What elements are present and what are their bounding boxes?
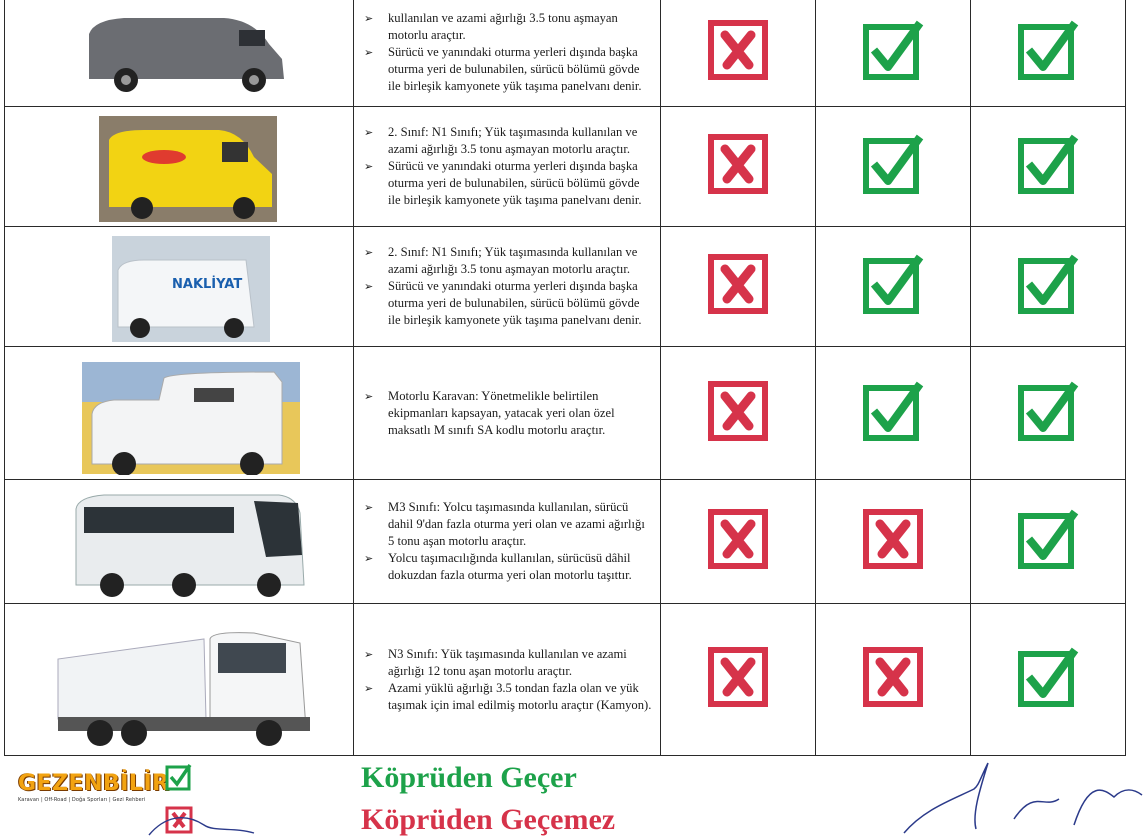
vehicle-description-cell [354, 604, 661, 756]
bridge-status-cell [661, 0, 816, 107]
motor-caravan-image [14, 352, 344, 475]
table-body [5, 0, 1126, 756]
yellow-panel-van-image [14, 112, 344, 222]
legend-pass-label: Köprüden Geçer [361, 761, 577, 794]
vehicle-row [5, 0, 1126, 107]
fail-cross-icon [707, 133, 769, 195]
vehicle-row [5, 107, 1126, 227]
vehicle-description-cell [354, 347, 661, 480]
pass-check-icon [1017, 253, 1079, 315]
vehicle-row [5, 604, 1126, 756]
bridge-status-cell [971, 347, 1126, 480]
vehicle-row [5, 347, 1126, 480]
bridge-status-cell [661, 227, 816, 347]
fail-cross-icon [707, 380, 769, 442]
pass-check-icon [862, 133, 924, 195]
description-item: ➢ Motorlu Karavan: Yönetmelikle belirtilen ekipmanları kapsayan, yatacak yeri olan özel maksatlı M sınıfı SA kodlu motorlu araçtır. [360, 388, 654, 439]
coach-bus-image [14, 485, 344, 599]
white-nakliyat-van-image [14, 232, 344, 342]
vehicle-image-cell [5, 347, 354, 480]
pass-check-icon [862, 380, 924, 442]
description-item: ➢ 2. Sınıf: N1 Sınıfı; Yük taşımasında kullanılan ve azami ağırlığı 3.5 tonu aşmayan motorlu araçtır. [360, 244, 654, 278]
bridge-status-cell [816, 604, 971, 756]
legend-fail-label: Köprüden Geçemez [361, 803, 616, 836]
pass-check-icon [1017, 380, 1079, 442]
description-item: ➢ N3 Sınıfı: Yük taşımasında kullanılan ve azami ağırlığı 12 tonu aşan motorlu araçtır. [360, 646, 654, 680]
brand-tagline: Karavan | Off-Road | Doğa Sporları | Gezi Rehberi [18, 797, 146, 803]
bridge-status-cell [661, 107, 816, 227]
footer-divider [4, 755, 1124, 756]
bridge-status-cell [816, 480, 971, 604]
pass-check-icon [1017, 19, 1079, 81]
bridge-status-cell [661, 604, 816, 756]
pass-check-icon [1017, 508, 1079, 570]
vehicle-description-cell [354, 480, 661, 604]
pass-check-icon [1017, 133, 1079, 195]
bridge-status-cell [971, 480, 1126, 604]
fail-cross-icon [707, 253, 769, 315]
bridge-status-cell [971, 227, 1126, 347]
bridge-status-cell [816, 347, 971, 480]
bridge-status-cell [971, 604, 1126, 756]
fail-cross-icon [707, 508, 769, 570]
description-list [360, 388, 654, 439]
pass-check-icon [862, 19, 924, 81]
fail-cross-icon [707, 646, 769, 708]
bridge-status-cell [971, 107, 1126, 227]
description-list [360, 646, 654, 714]
bridge-status-cell [816, 227, 971, 347]
description-item: ➢ Azami yüklü ağırlığı 3.5 tondan fazla olan ve yük taşımak için imal edilmiş motorlu araçtır (Kamyon). [360, 680, 654, 714]
description-item: ➢ kullanılan ve azami ağırlığı 3.5 tonu aşmayan motorlu araçtır. [360, 10, 654, 44]
bridge-status-cell [661, 347, 816, 480]
vehicle-description-cell [354, 107, 661, 227]
bridge-status-cell [816, 0, 971, 107]
bridge-status-cell [971, 0, 1126, 107]
pass-check-icon [1017, 646, 1079, 708]
description-item: ➢ Sürücü ve yanındaki oturma yerleri dışında başka oturma yeri de bulunabilen, sürücü bölümü gövde ile birleşik kamyonete yük taşıma panelvanı denir. [360, 44, 654, 95]
pass-check-icon [862, 253, 924, 315]
vehicle-description-cell [354, 227, 661, 347]
gray-panel-van-image [14, 4, 344, 102]
fail-cross-icon [707, 19, 769, 81]
vehicle-row [5, 480, 1126, 604]
dump-truck-image [14, 609, 344, 751]
fail-cross-icon [862, 508, 924, 570]
vehicle-image-cell [5, 604, 354, 756]
description-item: ➢ Sürücü ve yanındaki oturma yerleri dışında başka oturma yeri de bulunabilen, sürücü bölümü gövde ile birleşik kamyonete yük taşıma panelvanı denir. [360, 278, 654, 329]
description-list [360, 244, 654, 329]
description-list [360, 10, 654, 95]
description-list [360, 124, 654, 209]
vehicle-description-cell [354, 0, 661, 107]
bridge-status-cell [816, 107, 971, 227]
signature-right [884, 759, 1144, 835]
vehicle-row [5, 227, 1126, 347]
svg-text:NAKLİYAT: NAKLİYAT [172, 276, 243, 292]
description-item: ➢ M3 Sınıfı: Yolcu taşımasında kullanılan, sürücü dahil 9'dan fazla oturma yeri olan ve azami ağırlığı 5 tonu aşan motorlu araçtır. [360, 499, 654, 550]
vehicle-image-cell [5, 227, 354, 347]
vehicle-image-cell [5, 480, 354, 604]
description-item: ➢ 2. Sınıf: N1 Sınıfı; Yük taşımasında kullanılan ve azami ağırlığı 3.5 tonu aşmayan motorlu araçtır. [360, 124, 654, 158]
legend-footer [4, 755, 1124, 835]
description-list [360, 499, 654, 584]
bridge-status-cell [661, 480, 816, 604]
brand-name: GEZENBİLİR [18, 771, 170, 796]
fail-cross-icon [862, 646, 924, 708]
vehicle-bridge-table [4, 0, 1126, 756]
vehicle-image-cell [5, 0, 354, 107]
description-item: ➢ Sürücü ve yanındaki oturma yerleri dışında başka oturma yeri de bulunabilen, sürücü bölümü gövde ile birleşik kamyonete yük taşıma panelvanı denir. [360, 158, 654, 209]
description-item: ➢ Yolcu taşımacılığında kullanılan, sürücüsü dâhil dokuzdan fazla oturma yeri olan motorlu taşıttır. [360, 550, 654, 584]
vehicle-image-cell [5, 107, 354, 227]
